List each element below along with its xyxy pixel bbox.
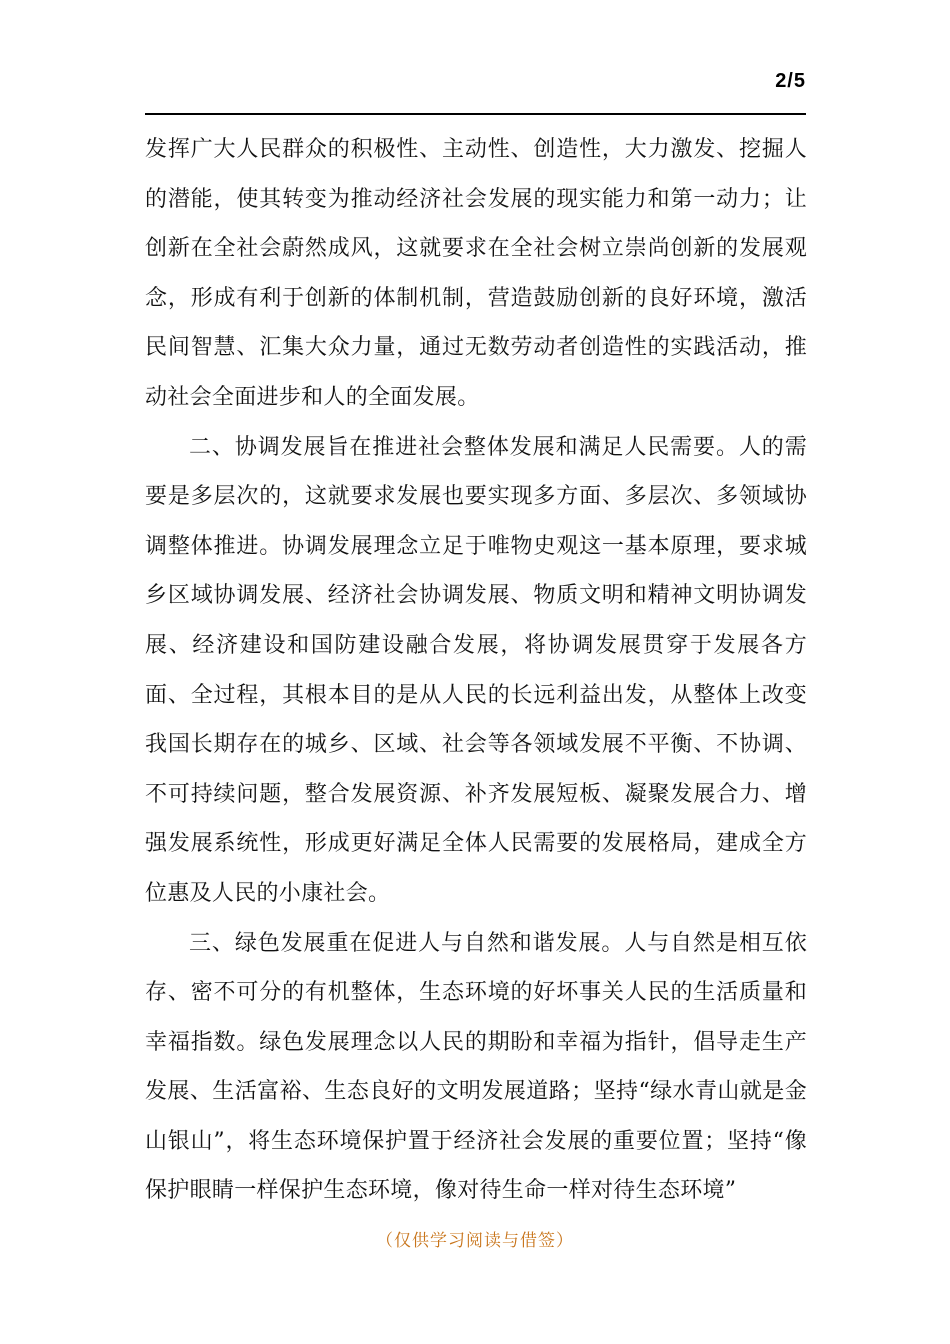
paragraph-coordinated-development: 二、协调发展旨在推进社会整体发展和满足人民需要。人的需要是多层次的，这就要求发展也要实现多方面、多层次、多领域协调整体推进。协调发展理念立足于唯物史观这一基本原理，要求城乡区域协调发展、经济社会协调发展、物质文明和精神文明协调发展、经济建设和国防建设融合发展，将协调发展贯穿于发展各方面、全过程，其根本目的是从人民的长远利益出发，从整体上改变我国长期存在的城乡、区域、社会等各领域发展不平衡、不协调、不可持续问题，整合发展资源、补齐发展短板、凝聚发展合力、增强发展系统性，形成更好满足全体人民需要的发展格局，建成全方位惠及人民的小康社会。 [145,434,807,906]
page-number: 2/5 [775,70,806,92]
paragraph-continued: 发挥广大人民群众的积极性、主动性、创造性，大力激发、挖掘人的潜能，使其转变为推动经济社会发展的现实能力和第一动力；让创新在全社会蔚然成风，这就要求在全社会树立崇尚创新的发展观念，形成有利于创新的体制机制，营造鼓励创新的良好环境，激活民间智慧、汇集大众力量，通过无数劳动者创造性的实践活动，推动社会全面进步和人的全面发展。 [145,137,807,410]
footer-note: （仅供学习阅读与借签） [376,1231,574,1251]
document-body [145,125,807,1216]
paragraph-green-development: 三、绿色发展重在促进人与自然和谐发展。人与自然是相互依存、密不可分的有机整体，生态环境的好坏事关人民的生活质量和幸福指数。绿色发展理念以人民的期盼和幸福为指针，倡导走生产发展、生活富裕、生态良好的文明发展道路；坚持“绿水青山就是金山银山”，将生态环境保护置于经济社会发展的重要位置；坚持“像保护眼睛一样保护生态环境，像对待生命一样对待生态环境” [145,930,807,1204]
header-divider [145,113,806,115]
